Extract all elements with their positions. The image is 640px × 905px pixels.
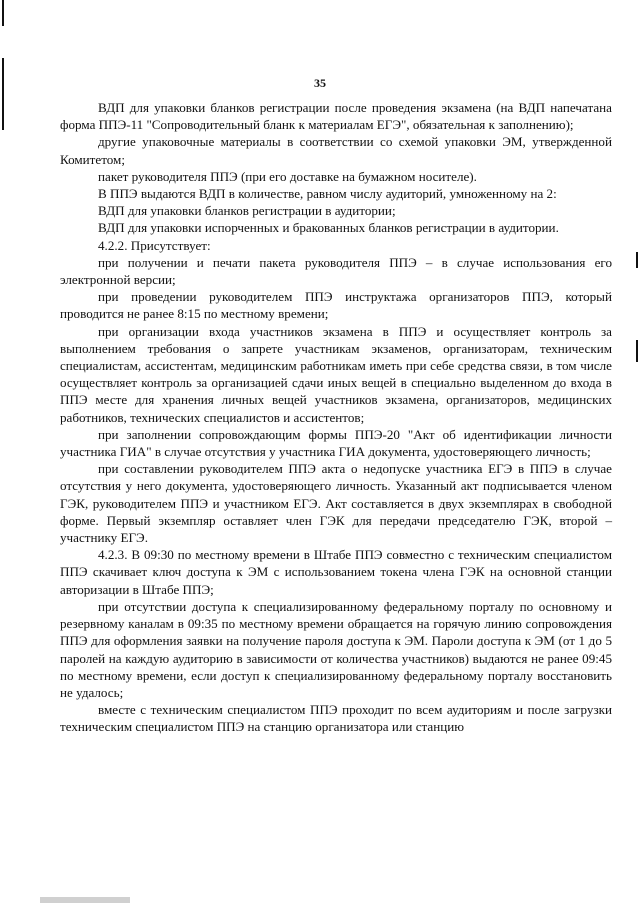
section-heading: 4.2.2. Присутствует:	[98, 237, 211, 253]
paragraph: 4.2.3. В 09:30 по местному времени в Штабе ППЭ совместно с техническим специалистом ППЭ скачивает ключ доступа к ЭМ с использованием токена члена ГЭК на основной станции авторизации в Штабе ППЭ;	[60, 547, 612, 597]
paragraph: вместе с техническим специалистом ППЭ проходит по всем аудиториям и после загрузки техническим специалистом ППЭ на станцию организатора или станцию	[60, 702, 612, 735]
paragraph: при отсутствии доступа к специализированному федеральному порталу по основному и резервному каналам в 09:35 по местному времени обращается на горячую линию сопровождения ППЭ для оформления заявки на получение пароля доступа к ЭМ. Пароли доступа к ЭМ (от 1 до 5 паролей на каждую аудиторию в зависимости от количества участников) выдаются не ранее 09:45 по местному времени, если доступ к специализированному федеральному порталу восстановить не удалось;	[60, 598, 612, 700]
paragraph: ВДП для упаковки испорченных и бракованных бланков регистрации в аудитории.	[98, 220, 559, 236]
paragraph: ВДП для упаковки бланков регистрации после проведения экзамена (на ВДП напечатана форма ППЭ-11 "Сопроводительный бланк к материалам ЕГЭ", обязательная к заполнению);	[60, 100, 612, 133]
scan-edge-mark-right	[636, 252, 638, 268]
paragraph: при заполнении сопровождающим формы ППЭ-20 "Акт об идентификации личности участника ГИА" в случае отсутствия у участника ГИА документа, удостоверяющего личность;	[60, 426, 612, 460]
paragraph: ВДП для упаковки бланков регистрации в аудитории;	[98, 203, 396, 219]
paragraph: при проведении руководителем ППЭ инструктажа организаторов ППЭ, который проводится не ранее 8:15 по местному времени;	[60, 289, 612, 322]
scan-edge-mark-right-lower	[636, 340, 638, 362]
scan-edge-mark-top-left	[2, 0, 4, 26]
paragraph: пакет руководителя ППЭ (при его доставке на бумажном носителе).	[98, 168, 477, 184]
paragraph: при организации входа участников экзамена в ППЭ и осуществляет контроль за выполнением требования о запрете участникам экзаменов, организаторам, техническим специалистам, ассистентам, медицинским работникам иметь при себе средства связи, в том числе осуществляет контроль за организацией сдачи иных вещей в специально выделенном до входа в ППЭ месте для хранения личных вещей участников экзамена, организаторов, медицинских работников, технических специалистов и ассистентов;	[60, 323, 612, 425]
paragraph: при получении и печати пакета руководителя ППЭ – в случае использования его электронной версии;	[60, 254, 612, 288]
paragraph: В ППЭ выдаются ВДП в количестве, равном числу аудиторий, умноженному на 2:	[98, 186, 557, 202]
scan-smudge	[40, 897, 130, 903]
paragraph: другие упаковочные материалы в соответствии со схемой упаковки ЭМ, утвержденной Комитетом;	[60, 134, 612, 167]
document-body	[60, 99, 612, 736]
page-number: 35	[314, 76, 326, 90]
paragraph: при составлении руководителем ППЭ акта о недопуске участника ЕГЭ в ППЭ в случае отсутствия у него документа, удостоверяющего личность. Указанный акт подписывается членом ГЭК, руководителем ППЭ и участником ЕГЭ. Акт составляется в двух экземплярах в свободной форме. Первый экземпляр оставляет член ГЭК для передачи председателю ГЭК, второй – участнику ЕГЭ.	[60, 461, 612, 546]
scan-edge-mark-left	[2, 58, 4, 130]
